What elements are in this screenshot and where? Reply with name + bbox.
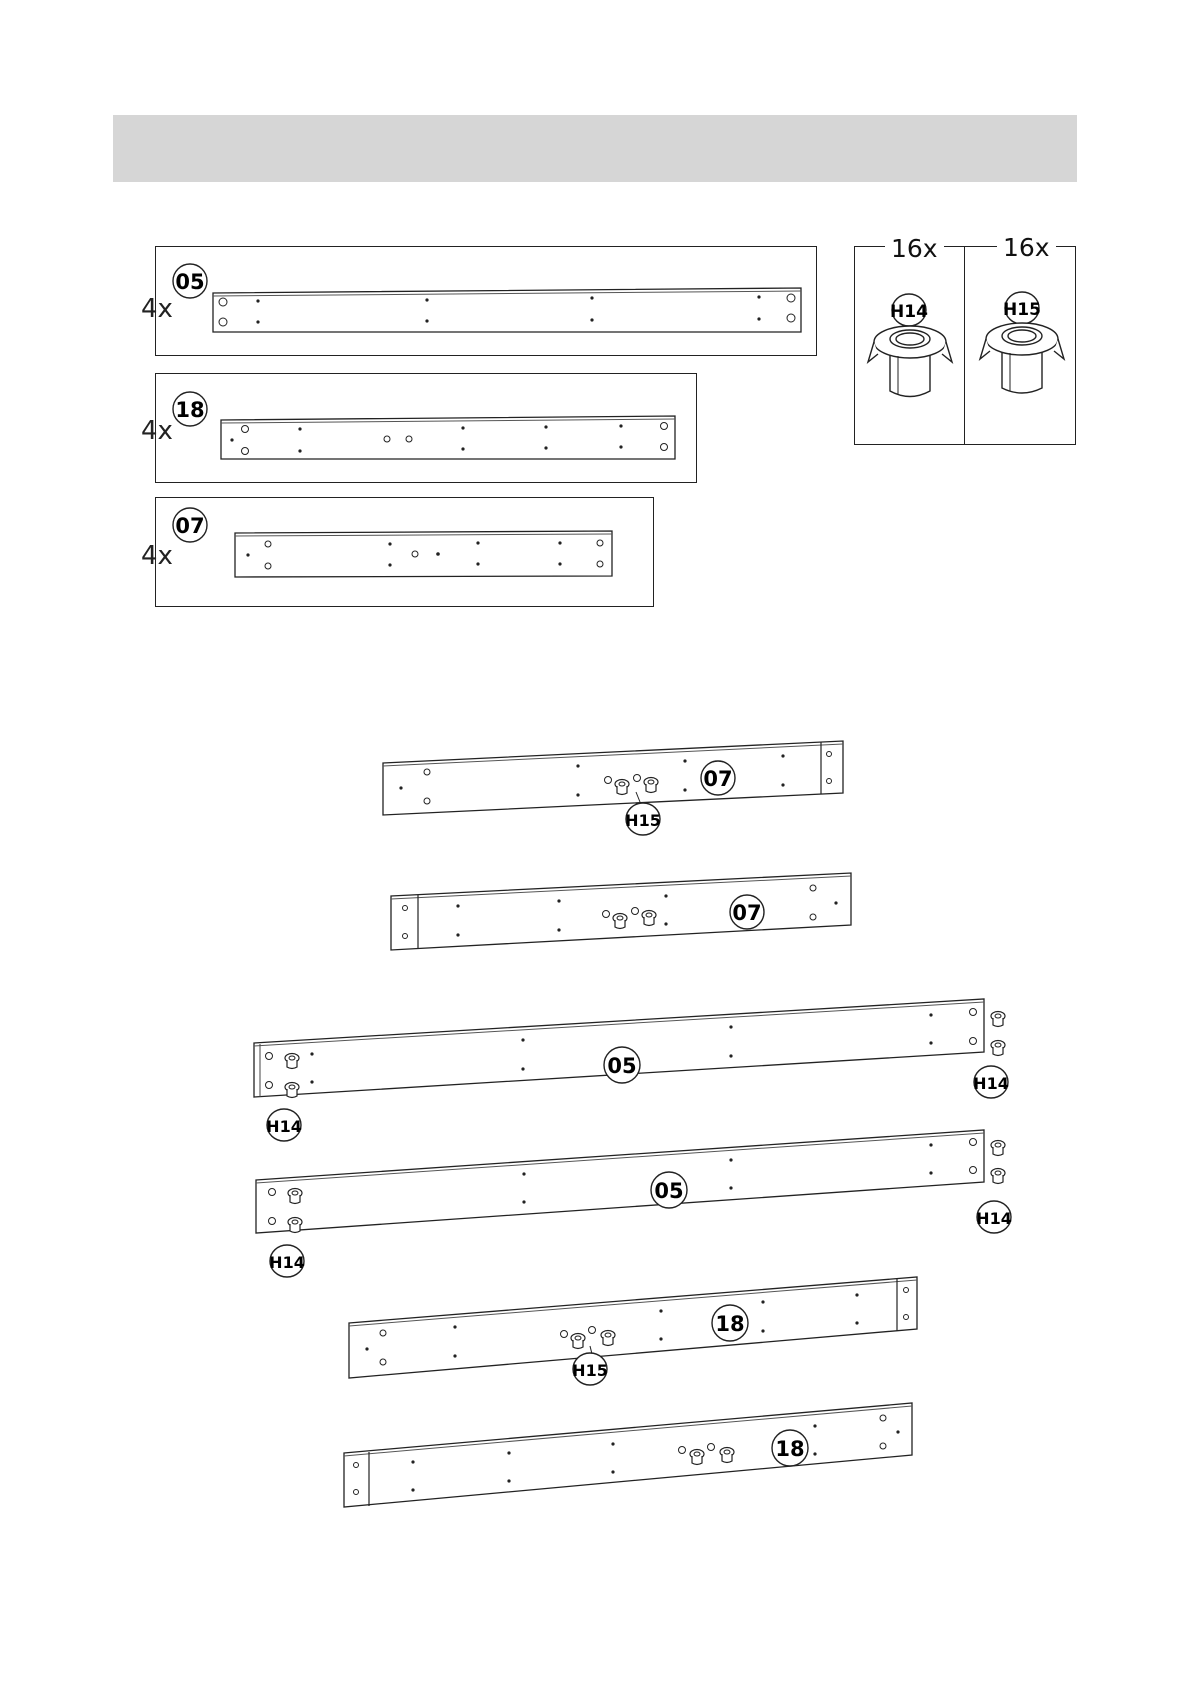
svg-text:H14: H14 — [269, 1253, 305, 1272]
svg-text:18: 18 — [775, 1437, 805, 1461]
svg-text:H15: H15 — [572, 1361, 608, 1380]
svg-text:H14: H14 — [973, 1074, 1009, 1093]
assembly-rail-2 — [391, 873, 851, 950]
svg-text:07: 07 — [175, 514, 205, 538]
svg-text:H15: H15 — [1003, 300, 1041, 320]
quantity-label: 4x — [141, 541, 173, 571]
assembly-rail-4 — [256, 1130, 1012, 1277]
assembly-rail-3 — [254, 999, 1009, 1141]
svg-text:05: 05 — [175, 270, 205, 294]
assembly-rail-1 — [383, 741, 843, 835]
svg-text:05: 05 — [607, 1054, 637, 1078]
svg-text:07: 07 — [703, 767, 733, 791]
svg-text:07: 07 — [732, 901, 762, 925]
quantity-label: 4x — [141, 294, 173, 324]
svg-text:H14: H14 — [266, 1117, 302, 1136]
svg-text:18: 18 — [175, 398, 205, 422]
svg-text:18: 18 — [715, 1312, 745, 1336]
quantity-label: 4x — [141, 416, 173, 446]
svg-text:H15: H15 — [625, 811, 661, 830]
svg-text:H14: H14 — [890, 302, 928, 322]
svg-text:05: 05 — [654, 1179, 684, 1203]
assembly-rail-5 — [349, 1277, 917, 1385]
hardware-qty-h14: 16x — [885, 234, 944, 263]
assembly-rail-6 — [344, 1403, 912, 1507]
hardware-qty-h15: 16x — [997, 233, 1056, 262]
svg-text:H14: H14 — [976, 1209, 1012, 1228]
